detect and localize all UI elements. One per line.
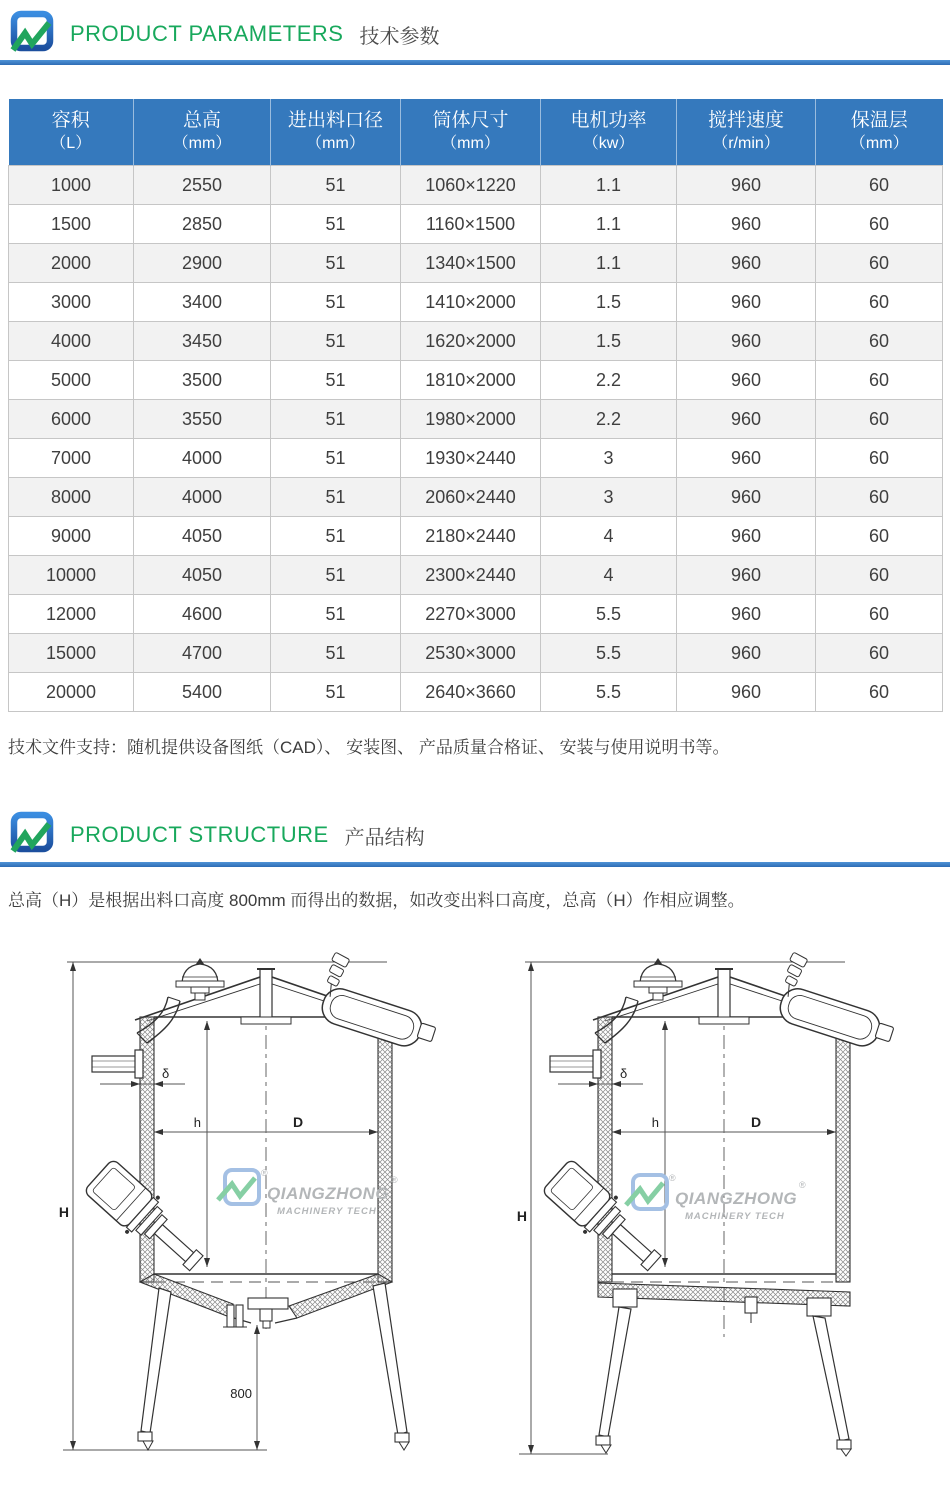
- watermark-reg: ®: [391, 1175, 398, 1185]
- table-cell: 3: [541, 478, 677, 517]
- label-diameter: D: [751, 1114, 762, 1130]
- table-cell: 2000: [9, 244, 134, 283]
- table-cell: 4050: [134, 556, 271, 595]
- table-cell: 1810×2000: [401, 361, 541, 400]
- table-cell: 15000: [9, 634, 134, 673]
- column-header: 电机功率 （kw）: [541, 99, 677, 166]
- table-cell: 2640×3660: [401, 673, 541, 712]
- watermark-reg: ®: [669, 1173, 676, 1183]
- table-cell: 60: [816, 244, 943, 283]
- table-cell: 1.1: [541, 244, 677, 283]
- table-cell: 2900: [134, 244, 271, 283]
- brand-logo-icon: [8, 10, 56, 58]
- section-header-parameters: [0, 0, 950, 60]
- table-cell: 1340×1500: [401, 244, 541, 283]
- table-cell: 1160×1500: [401, 205, 541, 244]
- table-cell: 960: [677, 673, 816, 712]
- section-title-en: PRODUCT STRUCTURE: [70, 822, 329, 847]
- table-cell: 4000: [134, 439, 271, 478]
- table-cell: 2060×2440: [401, 478, 541, 517]
- table-cell: 51: [271, 517, 401, 556]
- table-cell: 60: [816, 556, 943, 595]
- label-wall-thickness: δ: [162, 1066, 170, 1081]
- table-cell: 2850: [134, 205, 271, 244]
- table-cell: 1930×2440: [401, 439, 541, 478]
- table-cell: 1500: [9, 205, 134, 244]
- table-cell: 60: [816, 205, 943, 244]
- table-cell: 3450: [134, 322, 271, 361]
- table-row: [9, 400, 943, 439]
- watermark-sub: MACHINERY TECH: [277, 1206, 377, 1217]
- table-cell: 1980×2000: [401, 400, 541, 439]
- table-row: [9, 439, 943, 478]
- table-cell: 60: [816, 166, 943, 205]
- table-cell: 4: [541, 517, 677, 556]
- watermark-reg: ®: [799, 1180, 806, 1190]
- table-cell: 960: [677, 361, 816, 400]
- legs: [596, 1307, 851, 1456]
- side-nozzle: [550, 1050, 601, 1078]
- breather-valve: [634, 958, 682, 1000]
- table-cell: 960: [677, 595, 816, 634]
- tech-support-note: 技术文件支持：随机提供设备图纸（CAD）、 安装图、 产品质量合格证、 安装与使用说明书等。: [8, 738, 730, 757]
- table-row: [9, 244, 943, 283]
- table-cell: 7000: [9, 439, 134, 478]
- table-row: [9, 478, 943, 517]
- bottom-outlet-stub: [260, 1309, 272, 1321]
- table-cell: 3: [541, 439, 677, 478]
- watermark: [218, 1168, 398, 1217]
- column-header: 搅拌速度 （r/min）: [677, 99, 816, 166]
- table-cell: 1.5: [541, 322, 677, 361]
- table-cell: 1.1: [541, 166, 677, 205]
- table-cell: 51: [271, 361, 401, 400]
- table-cell: 960: [677, 634, 816, 673]
- side-nozzle: [92, 1050, 143, 1078]
- table-cell: 1.5: [541, 283, 677, 322]
- table-cell: 4000: [9, 322, 134, 361]
- table-row: [9, 517, 943, 556]
- table-cell: 51: [271, 166, 401, 205]
- column-header: 总高 （mm）: [134, 99, 271, 166]
- table-row: [9, 322, 943, 361]
- label-cylinder-height: h: [193, 1115, 201, 1130]
- table-cell: 60: [816, 517, 943, 556]
- table-cell: 9000: [9, 517, 134, 556]
- table-body: [9, 166, 943, 712]
- table-cell: 4050: [134, 517, 271, 556]
- parameters-table: [8, 99, 943, 712]
- agitator-shaft: [241, 969, 291, 1024]
- table-cell: 960: [677, 166, 816, 205]
- section-title-cn: 产品结构: [344, 826, 425, 849]
- column-header: 容积 （L）: [9, 99, 134, 166]
- table-row: [9, 556, 943, 595]
- watermark: [626, 1173, 806, 1222]
- table-cell: 5000: [9, 361, 134, 400]
- table-cell: 2.2: [541, 400, 677, 439]
- table-row: [9, 283, 943, 322]
- breather-valve: [176, 958, 224, 1000]
- table-cell: 51: [271, 283, 401, 322]
- table-cell: 5400: [134, 673, 271, 712]
- table-cell: 3500: [134, 361, 271, 400]
- label-overall-height: H: [516, 1208, 527, 1224]
- table-cell: 4: [541, 556, 677, 595]
- table-cell: 60: [816, 634, 943, 673]
- table-cell: 2530×3000: [401, 634, 541, 673]
- table-cell: 51: [271, 673, 401, 712]
- table-row: [9, 361, 943, 400]
- table-cell: 5.5: [541, 595, 677, 634]
- table-cell: 60: [816, 322, 943, 361]
- table-cell: 960: [677, 244, 816, 283]
- label-overall-height: H: [58, 1204, 69, 1220]
- table-cell: 51: [271, 595, 401, 634]
- table-cell: 10000: [9, 556, 134, 595]
- table-row: [9, 205, 943, 244]
- table-cell: 60: [816, 283, 943, 322]
- table-cell: 60: [816, 673, 943, 712]
- table-cell: 51: [271, 400, 401, 439]
- blue-divider: [0, 60, 950, 65]
- table-cell: 1410×2000: [401, 283, 541, 322]
- table-cell: 5.5: [541, 673, 677, 712]
- table-cell: 20000: [9, 673, 134, 712]
- table-cell: 51: [271, 556, 401, 595]
- table-cell: 4000: [134, 478, 271, 517]
- label-wall-thickness: δ: [620, 1066, 628, 1081]
- table-cell: 60: [816, 478, 943, 517]
- table-row: [9, 634, 943, 673]
- agitator-shaft: [699, 969, 749, 1024]
- table-cell: 3000: [9, 283, 134, 322]
- table-cell: 51: [271, 634, 401, 673]
- table-cell: 960: [677, 517, 816, 556]
- section-header-structure: [0, 808, 950, 862]
- table-cell: 60: [816, 595, 943, 634]
- table-header-row: [9, 99, 943, 166]
- column-header: 进出料口径 （mm）: [271, 99, 401, 166]
- table-cell: 960: [677, 283, 816, 322]
- table-cell: 2180×2440: [401, 517, 541, 556]
- table-cell: 12000: [9, 595, 134, 634]
- watermark-reg: ®: [261, 1168, 268, 1178]
- table-cell: 6000: [9, 400, 134, 439]
- table-cell: 51: [271, 478, 401, 517]
- tank-drawing-flat-bottom: [513, 937, 943, 1507]
- table-cell: 4600: [134, 595, 271, 634]
- column-header: 保温层 （mm）: [816, 99, 943, 166]
- table-cell: 60: [816, 361, 943, 400]
- table-cell: 3550: [134, 400, 271, 439]
- table-cell: 2300×2440: [401, 556, 541, 595]
- table-cell: 2.2: [541, 361, 677, 400]
- table-cell: 8000: [9, 478, 134, 517]
- table-cell: 1000: [9, 166, 134, 205]
- table-row: [9, 673, 943, 712]
- table-cell: 960: [677, 478, 816, 517]
- label-cylinder-height: h: [651, 1115, 659, 1130]
- label-outlet-height: 800: [230, 1386, 252, 1401]
- manhole: [316, 952, 438, 1054]
- leg-mount: [807, 1298, 831, 1316]
- table-cell: 2550: [134, 166, 271, 205]
- table-cell: 3400: [134, 283, 271, 322]
- leg-mount: [613, 1289, 637, 1307]
- table-cell: 1.1: [541, 205, 677, 244]
- right-wall-insulation: [378, 1017, 392, 1282]
- section-title-cn: 技术参数: [359, 25, 440, 48]
- structure-note: 总高（H）是根据出料口高度 800mm 而得出的数据，如改变出料口高度，总高（H）作相应调整。: [8, 891, 745, 910]
- table-cell: 60: [816, 400, 943, 439]
- bottom-stub: [745, 1297, 757, 1313]
- section-title-en: PRODUCT PARAMETERS: [70, 21, 344, 46]
- table-cell: 2270×3000: [401, 595, 541, 634]
- table-row: [9, 166, 943, 205]
- blue-divider: [0, 862, 950, 867]
- tank-drawing-conical-bottom: [55, 937, 475, 1507]
- structure-drawings: [0, 937, 950, 1509]
- table-cell: 960: [677, 556, 816, 595]
- label-diameter: D: [293, 1114, 304, 1130]
- right-wall-insulation: [836, 1017, 850, 1282]
- table-cell: 960: [677, 322, 816, 361]
- table-cell: 1620×2000: [401, 322, 541, 361]
- manhole: [774, 952, 896, 1054]
- bottom-outlet-valve: [227, 1305, 234, 1327]
- column-header: 筒体尺寸 （mm）: [401, 99, 541, 166]
- table-cell: 4700: [134, 634, 271, 673]
- table-cell: 960: [677, 439, 816, 478]
- table-cell: 1060×1220: [401, 166, 541, 205]
- watermark-sub: MACHINERY TECH: [685, 1211, 785, 1222]
- table-row: [9, 595, 943, 634]
- watermark-brand: QIANGZHONG: [675, 1189, 798, 1208]
- brand-logo-icon: [8, 811, 56, 859]
- table-cell: 960: [677, 205, 816, 244]
- table-cell: 5.5: [541, 634, 677, 673]
- table-cell: 51: [271, 244, 401, 283]
- table-cell: 51: [271, 439, 401, 478]
- table-cell: 960: [677, 400, 816, 439]
- watermark-brand: QIANGZHONG: [267, 1184, 390, 1203]
- table-cell: 60: [816, 439, 943, 478]
- table-cell: 51: [271, 322, 401, 361]
- table-cell: 51: [271, 205, 401, 244]
